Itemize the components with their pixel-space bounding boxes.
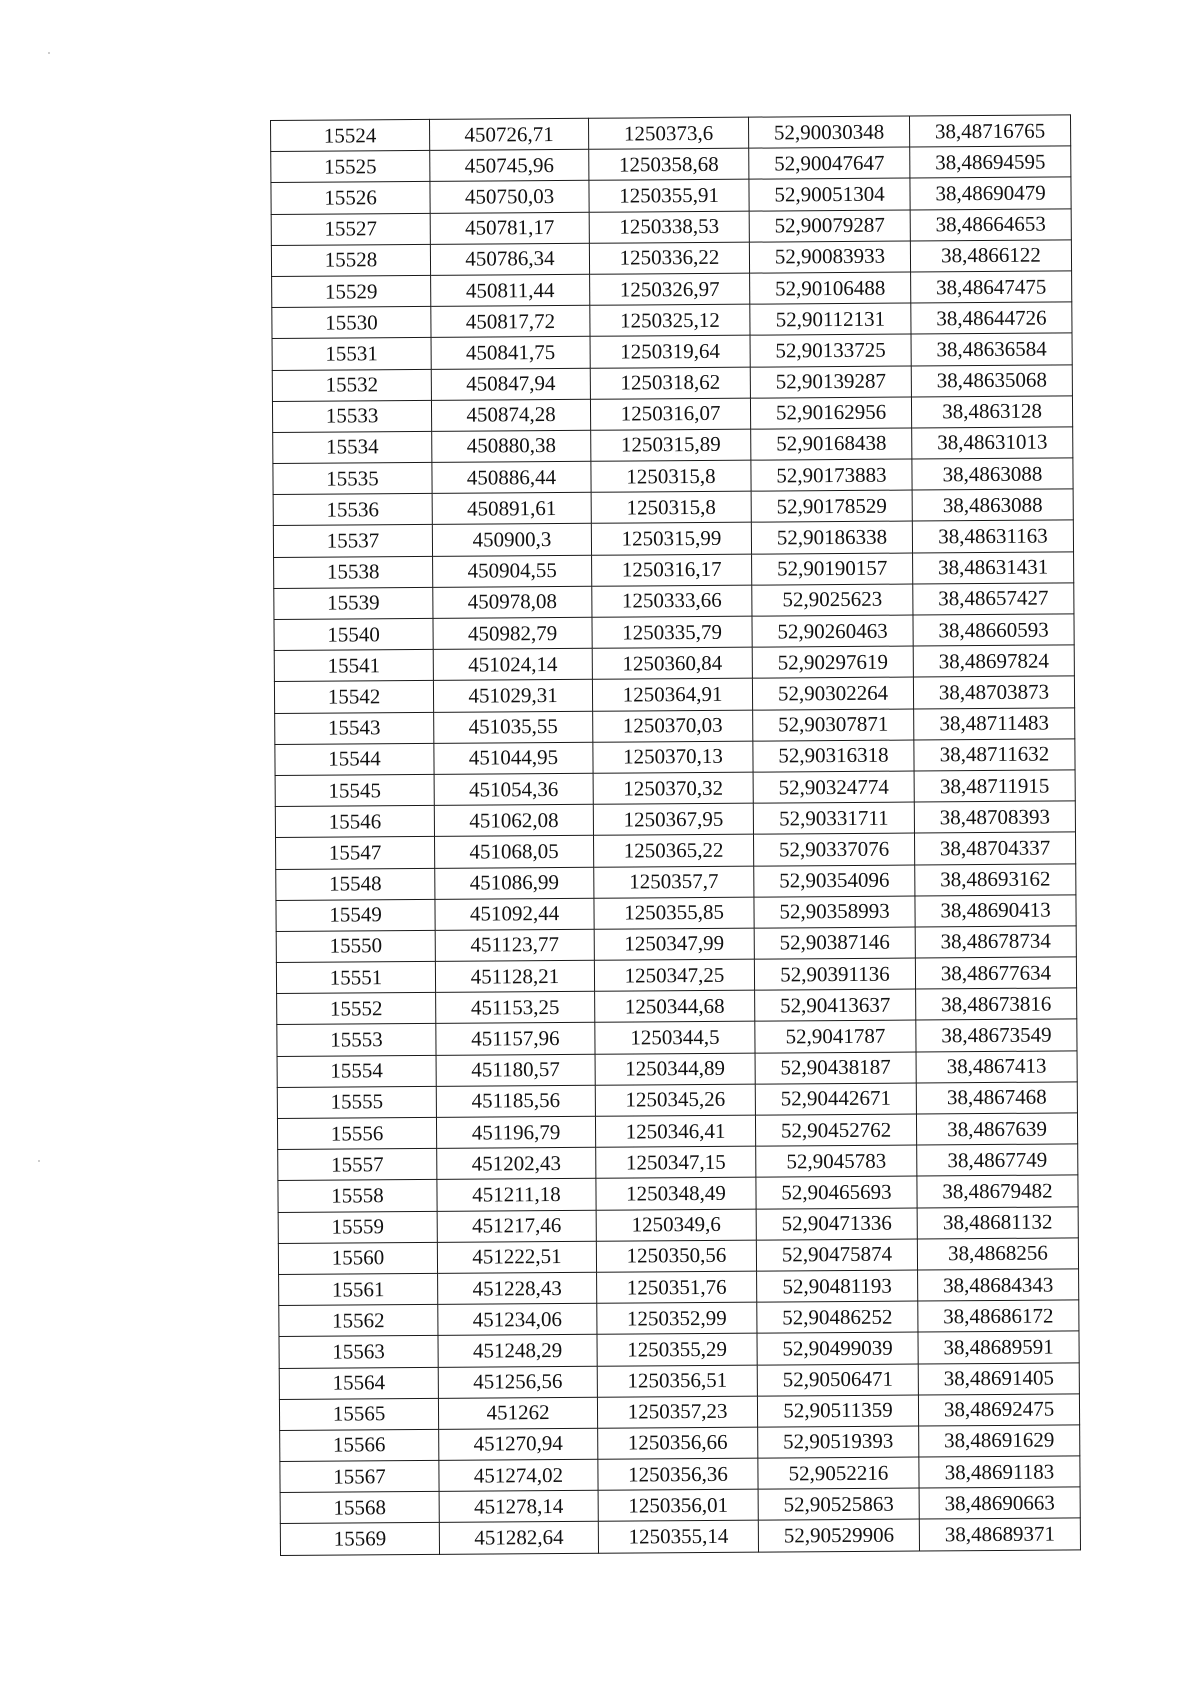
point-number-cell: 15556 [277, 1117, 436, 1149]
point-number-cell: 15569 [280, 1523, 439, 1555]
y-coordinate-cell: 1250344,5 [595, 1022, 755, 1054]
longitude-cell: 38,48636584 [911, 333, 1072, 365]
point-number-cell: 15563 [279, 1336, 438, 1368]
latitude-cell: 52,90079287 [749, 210, 910, 242]
point-number-cell: 15564 [279, 1367, 438, 1399]
latitude-cell: 52,90442671 [755, 1083, 916, 1115]
point-number-cell: 15537 [273, 525, 432, 557]
y-coordinate-cell: 1250356,01 [598, 1489, 758, 1521]
x-coordinate-cell: 451128,21 [435, 960, 594, 992]
x-coordinate-cell: 451278,14 [439, 1490, 598, 1522]
x-coordinate-cell: 450900,3 [432, 524, 591, 556]
x-coordinate-cell: 451180,57 [436, 1054, 595, 1086]
x-coordinate-cell: 450880,38 [432, 430, 591, 462]
y-coordinate-cell: 1250347,25 [594, 959, 754, 991]
latitude-cell: 52,90302264 [752, 677, 913, 709]
longitude-cell: 38,4867468 [916, 1082, 1077, 1114]
latitude-cell: 52,9045783 [756, 1145, 917, 1177]
latitude-cell: 52,90438187 [755, 1052, 916, 1084]
point-number-cell: 15567 [280, 1460, 439, 1492]
y-coordinate-cell: 1250373,6 [588, 117, 748, 149]
latitude-cell: 52,90133725 [750, 334, 911, 366]
latitude-cell: 52,90051304 [749, 178, 910, 210]
longitude-cell: 38,48711483 [914, 707, 1075, 739]
latitude-cell: 52,90168438 [751, 428, 912, 460]
latitude-cell: 52,90465693 [756, 1176, 917, 1208]
y-coordinate-cell: 1250315,8 [591, 460, 751, 492]
point-number-cell: 15546 [275, 805, 434, 837]
latitude-cell: 52,90083933 [749, 241, 910, 273]
y-coordinate-cell: 1250355,85 [594, 897, 754, 929]
longitude-cell: 38,48704337 [914, 832, 1075, 864]
x-coordinate-cell: 450847,94 [431, 368, 590, 400]
latitude-cell: 52,90307871 [753, 709, 914, 741]
latitude-cell: 52,90337076 [753, 833, 914, 865]
x-coordinate-cell: 451228,43 [438, 1272, 597, 1304]
point-number-cell: 15549 [276, 899, 435, 931]
x-coordinate-cell: 450726,71 [429, 118, 588, 150]
latitude-cell: 52,90112131 [750, 303, 911, 335]
latitude-cell: 52,90324774 [753, 771, 914, 803]
x-coordinate-cell: 451274,02 [439, 1459, 598, 1491]
longitude-cell: 38,48716765 [909, 115, 1070, 147]
point-number-cell: 15543 [275, 712, 434, 744]
x-coordinate-cell: 451282,64 [439, 1522, 598, 1554]
y-coordinate-cell: 1250355,91 [589, 180, 749, 212]
y-coordinate-cell: 1250350,56 [596, 1240, 756, 1272]
x-coordinate-cell: 451044,95 [434, 742, 593, 774]
y-coordinate-cell: 1250356,51 [597, 1365, 757, 1397]
longitude-cell: 38,48691183 [919, 1456, 1080, 1488]
y-coordinate-cell: 1250315,99 [591, 523, 751, 555]
x-coordinate-cell: 451262 [438, 1397, 597, 1429]
point-number-cell: 15541 [274, 650, 433, 682]
longitude-cell: 38,4866122 [910, 240, 1071, 272]
x-coordinate-cell: 451217,46 [437, 1210, 596, 1242]
y-coordinate-cell: 1250351,76 [597, 1271, 757, 1303]
latitude-cell: 52,90525863 [758, 1488, 919, 1520]
longitude-cell: 38,48673816 [916, 988, 1077, 1020]
x-coordinate-cell: 451086,99 [435, 867, 594, 899]
x-coordinate-cell: 451256,56 [438, 1366, 597, 1398]
point-number-cell: 15545 [275, 774, 434, 806]
longitude-cell: 38,48711915 [914, 770, 1075, 802]
latitude-cell: 52,9052216 [758, 1457, 919, 1489]
latitude-cell: 52,90529906 [758, 1519, 919, 1551]
longitude-cell: 38,48697824 [913, 645, 1074, 677]
point-number-cell: 15554 [277, 1055, 436, 1087]
scan-speck [38, 1160, 40, 1162]
latitude-cell: 52,9041787 [755, 1020, 916, 1052]
longitude-cell: 38,48678734 [915, 926, 1076, 958]
y-coordinate-cell: 1250315,89 [591, 429, 751, 461]
point-number-cell: 15526 [271, 182, 430, 214]
y-coordinate-cell: 1250345,26 [595, 1084, 755, 1116]
y-coordinate-cell: 1250356,36 [598, 1458, 758, 1490]
longitude-cell: 38,48677634 [915, 957, 1076, 989]
scan-speck [48, 52, 50, 54]
x-coordinate-cell: 451054,36 [434, 773, 593, 805]
x-coordinate-cell: 451153,25 [436, 992, 595, 1024]
y-coordinate-cell: 1250333,66 [592, 585, 752, 617]
y-coordinate-cell: 1250370,32 [593, 772, 753, 804]
longitude-cell: 38,48681132 [917, 1206, 1078, 1238]
y-coordinate-cell: 1250319,64 [590, 335, 750, 367]
x-coordinate-cell: 450874,28 [431, 399, 590, 431]
latitude-cell: 52,90178529 [751, 490, 912, 522]
latitude-cell: 52,90475874 [756, 1239, 917, 1271]
latitude-cell: 52,90139287 [750, 366, 911, 398]
point-number-cell: 15544 [275, 743, 434, 775]
longitude-cell: 38,48635068 [911, 364, 1072, 396]
x-coordinate-cell: 451270,94 [439, 1428, 598, 1460]
x-coordinate-cell: 450745,96 [430, 149, 589, 181]
x-coordinate-cell: 450886,44 [432, 461, 591, 493]
y-coordinate-cell: 1250348,49 [596, 1178, 756, 1210]
y-coordinate-cell: 1250356,66 [598, 1427, 758, 1459]
x-coordinate-cell: 450841,75 [431, 337, 590, 369]
latitude-cell: 52,90162956 [750, 397, 911, 429]
x-coordinate-cell: 451234,06 [438, 1303, 597, 1335]
longitude-cell: 38,48689371 [919, 1518, 1080, 1550]
y-coordinate-cell: 1250335,79 [592, 616, 752, 648]
point-number-cell: 15557 [278, 1149, 437, 1181]
longitude-cell: 38,48693162 [915, 863, 1076, 895]
longitude-cell: 38,48708393 [914, 801, 1075, 833]
point-number-cell: 15531 [272, 338, 431, 370]
latitude-cell: 52,90481193 [757, 1270, 918, 1302]
table-body [271, 115, 1081, 1555]
point-number-cell: 15565 [279, 1398, 438, 1430]
coordinates-table [270, 114, 1081, 1555]
latitude-cell: 52,90519393 [758, 1426, 919, 1458]
point-number-cell: 15529 [272, 275, 431, 307]
point-number-cell: 15534 [273, 431, 432, 463]
latitude-cell: 52,90173883 [751, 459, 912, 491]
longitude-cell: 38,48684343 [918, 1269, 1079, 1301]
longitude-cell: 38,48690663 [919, 1487, 1080, 1519]
latitude-cell: 52,90387146 [754, 927, 915, 959]
x-coordinate-cell: 450781,17 [430, 212, 589, 244]
y-coordinate-cell: 1250355,29 [597, 1333, 757, 1365]
y-coordinate-cell: 1250357,23 [597, 1396, 757, 1428]
y-coordinate-cell: 1250352,99 [597, 1302, 757, 1334]
point-number-cell: 15551 [276, 961, 435, 993]
longitude-cell: 38,48690413 [915, 895, 1076, 927]
longitude-cell: 38,48694595 [910, 146, 1071, 178]
latitude-cell: 52,90030348 [748, 116, 909, 148]
y-coordinate-cell: 1250367,95 [593, 803, 753, 835]
latitude-cell: 52,90106488 [750, 272, 911, 304]
x-coordinate-cell: 450817,72 [431, 305, 590, 337]
latitude-cell: 52,90499039 [757, 1332, 918, 1364]
x-coordinate-cell: 451029,31 [433, 680, 592, 712]
y-coordinate-cell: 1250336,22 [589, 242, 749, 274]
point-number-cell: 15555 [277, 1086, 436, 1118]
point-number-cell: 15535 [273, 462, 432, 494]
latitude-cell: 52,90316318 [753, 740, 914, 772]
y-coordinate-cell: 1250347,99 [594, 928, 754, 960]
x-coordinate-cell: 451035,55 [434, 711, 593, 743]
longitude-cell: 38,48711632 [914, 739, 1075, 771]
longitude-cell: 38,48703873 [913, 676, 1074, 708]
longitude-cell: 38,4867413 [916, 1051, 1077, 1083]
point-number-cell: 15558 [278, 1180, 437, 1212]
y-coordinate-cell: 1250349,6 [596, 1209, 756, 1241]
x-coordinate-cell: 450978,08 [433, 586, 592, 618]
point-number-cell: 15533 [272, 400, 431, 432]
longitude-cell: 38,48691405 [918, 1362, 1079, 1394]
x-coordinate-cell: 451211,18 [437, 1179, 596, 1211]
x-coordinate-cell: 451092,44 [435, 898, 594, 930]
point-number-cell: 15539 [274, 587, 433, 619]
point-number-cell: 15548 [276, 868, 435, 900]
y-coordinate-cell: 1250364,91 [592, 679, 752, 711]
y-coordinate-cell: 1250370,03 [593, 710, 753, 742]
latitude-cell: 52,90471336 [756, 1208, 917, 1240]
x-coordinate-cell: 451024,14 [433, 648, 592, 680]
longitude-cell: 38,4863088 [912, 458, 1073, 490]
longitude-cell: 38,4863088 [912, 489, 1073, 521]
x-coordinate-cell: 451068,05 [435, 836, 594, 868]
latitude-cell: 52,90413637 [755, 989, 916, 1021]
longitude-cell: 38,4868256 [917, 1238, 1078, 1270]
longitude-cell: 38,48660593 [913, 614, 1074, 646]
longitude-cell: 38,48689591 [918, 1331, 1079, 1363]
point-number-cell: 15542 [274, 681, 433, 713]
table-row [280, 1518, 1080, 1555]
point-number-cell: 15561 [279, 1273, 438, 1305]
point-number-cell: 15530 [272, 307, 431, 339]
point-number-cell: 15540 [274, 618, 433, 650]
y-coordinate-cell: 1250338,53 [589, 211, 749, 243]
latitude-cell: 52,90391136 [754, 958, 915, 990]
y-coordinate-cell: 1250315,8 [591, 491, 751, 523]
longitude-cell: 38,48691629 [919, 1425, 1080, 1457]
point-number-cell: 15524 [271, 119, 430, 151]
latitude-cell: 52,90047647 [749, 147, 910, 179]
point-number-cell: 15538 [274, 556, 433, 588]
x-coordinate-cell: 451185,56 [436, 1085, 595, 1117]
longitude-cell: 38,48644726 [911, 302, 1072, 334]
latitude-cell: 52,90186338 [751, 521, 912, 553]
point-number-cell: 15550 [276, 930, 435, 962]
x-coordinate-cell: 450750,03 [430, 181, 589, 213]
latitude-cell: 52,9025623 [752, 584, 913, 616]
longitude-cell: 38,4867639 [916, 1113, 1077, 1145]
x-coordinate-cell: 451202,43 [437, 1147, 596, 1179]
latitude-cell: 52,90486252 [757, 1301, 918, 1333]
point-number-cell: 15560 [278, 1242, 437, 1274]
point-number-cell: 15552 [277, 993, 436, 1025]
point-number-cell: 15566 [280, 1429, 439, 1461]
longitude-cell: 38,48692475 [918, 1394, 1079, 1426]
y-coordinate-cell: 1250316,17 [592, 554, 752, 586]
x-coordinate-cell: 450891,61 [432, 493, 591, 525]
y-coordinate-cell: 1250365,22 [594, 834, 754, 866]
point-number-cell: 15536 [273, 494, 432, 526]
x-coordinate-cell: 450982,79 [433, 617, 592, 649]
x-coordinate-cell: 451123,77 [435, 929, 594, 961]
y-coordinate-cell: 1250316,07 [590, 398, 750, 430]
x-coordinate-cell: 451248,29 [438, 1335, 597, 1367]
latitude-cell: 52,90511359 [757, 1395, 918, 1427]
x-coordinate-cell: 451196,79 [436, 1116, 595, 1148]
y-coordinate-cell: 1250370,13 [593, 741, 753, 773]
latitude-cell: 52,90190157 [752, 553, 913, 585]
longitude-cell: 38,48631163 [912, 520, 1073, 552]
x-coordinate-cell: 450786,34 [430, 243, 589, 275]
y-coordinate-cell: 1250347,15 [596, 1146, 756, 1178]
y-coordinate-cell: 1250326,97 [590, 273, 750, 305]
y-coordinate-cell: 1250360,84 [592, 647, 752, 679]
longitude-cell: 38,48631013 [912, 427, 1073, 459]
latitude-cell: 52,90506471 [757, 1364, 918, 1396]
y-coordinate-cell: 1250357,7 [594, 866, 754, 898]
point-number-cell: 15553 [277, 1024, 436, 1056]
latitude-cell: 52,90354096 [754, 865, 915, 897]
longitude-cell: 38,48673549 [916, 1019, 1077, 1051]
longitude-cell: 38,48679482 [917, 1175, 1078, 1207]
y-coordinate-cell: 1250325,12 [590, 304, 750, 336]
latitude-cell: 52,90331711 [753, 802, 914, 834]
coordinates-table-wrapper [270, 114, 1080, 1555]
y-coordinate-cell: 1250346,41 [595, 1115, 755, 1147]
y-coordinate-cell: 1250358,68 [589, 148, 749, 180]
point-number-cell: 15527 [271, 213, 430, 245]
x-coordinate-cell: 450904,55 [433, 555, 592, 587]
latitude-cell: 52,90297619 [752, 646, 913, 678]
x-coordinate-cell: 451222,51 [437, 1241, 596, 1273]
latitude-cell: 52,90358993 [754, 896, 915, 928]
x-coordinate-cell: 451062,08 [434, 804, 593, 836]
point-number-cell: 15528 [271, 244, 430, 276]
longitude-cell: 38,48647475 [911, 271, 1072, 303]
x-coordinate-cell: 450811,44 [431, 274, 590, 306]
point-number-cell: 15547 [276, 837, 435, 869]
longitude-cell: 38,48686172 [918, 1300, 1079, 1332]
point-number-cell: 15559 [278, 1211, 437, 1243]
y-coordinate-cell: 1250318,62 [590, 367, 750, 399]
latitude-cell: 52,90260463 [752, 615, 913, 647]
point-number-cell: 15568 [280, 1492, 439, 1524]
longitude-cell: 38,48690479 [910, 177, 1071, 209]
point-number-cell: 15525 [271, 151, 430, 183]
longitude-cell: 38,48657427 [913, 583, 1074, 615]
y-coordinate-cell: 1250344,89 [595, 1053, 755, 1085]
longitude-cell: 38,4867749 [917, 1144, 1078, 1176]
point-number-cell: 15532 [272, 369, 431, 401]
longitude-cell: 38,48631431 [913, 552, 1074, 584]
y-coordinate-cell: 1250344,68 [595, 990, 755, 1022]
latitude-cell: 52,90452762 [755, 1114, 916, 1146]
x-coordinate-cell: 451157,96 [436, 1023, 595, 1055]
point-number-cell: 15562 [279, 1304, 438, 1336]
longitude-cell: 38,4863128 [911, 396, 1072, 428]
longitude-cell: 38,48664653 [910, 208, 1071, 240]
y-coordinate-cell: 1250355,14 [598, 1521, 758, 1553]
